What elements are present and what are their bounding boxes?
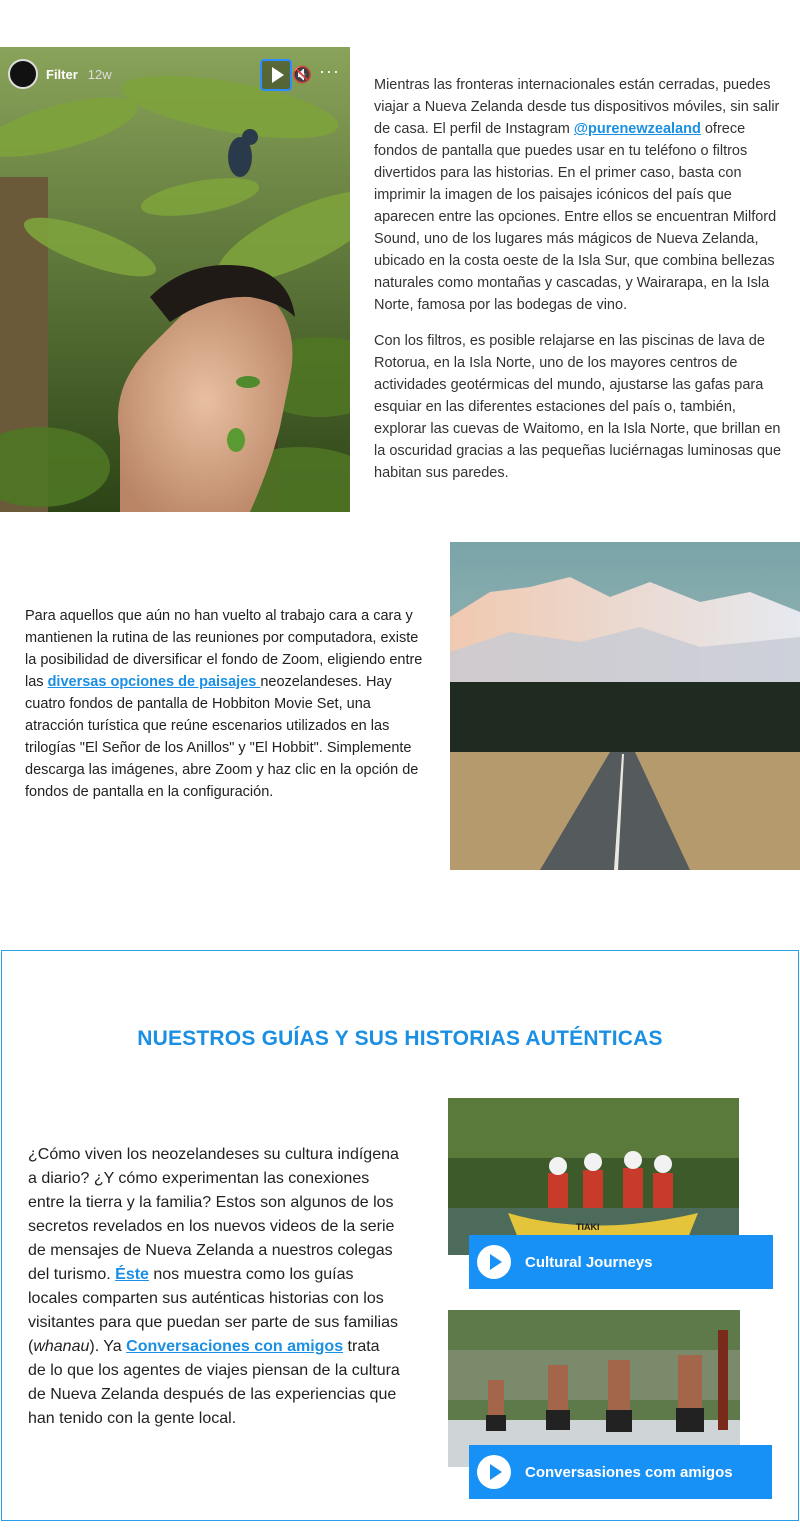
zoom-article-text [25,605,430,803]
este-link[interactable]: Éste [115,1266,149,1283]
video-label: Conversasiones com amigos [525,1463,733,1481]
conversasiones-video[interactable] [448,1310,774,1500]
instagram-article-text [374,74,784,498]
instagram-username[interactable]: Filter [46,66,78,82]
cultural-journeys-video[interactable] [448,1098,774,1290]
video-label: Cultural Journeys [525,1253,653,1271]
conversasiones-button[interactable] [469,1445,772,1499]
guides-section [1,950,799,1521]
haka-illustration [448,1310,740,1467]
section-title: NUESTROS GUÍAS Y SUS HISTORIAS AUTÉNTICAS [137,1027,663,1050]
paragraph: ¿Cómo viven los neozelandeses su cultura indígena a diario? ¿Y cómo experimentan las conexiones entre la tierra y la familia? Estos son algunos de los secretos revelados en los nuevos videos de la serie de mensajes de Nueva Zelanda a nuestros colegas del turismo. Éste nos muestra como los guías locales comparten sus auténticas historias con los visitantes para que puedan ser parte de sus familias (whanau). Ya Conversaciones con amigos trata de lo que los agentes de viajes piensan de la cultura de Nueva Zelanda después de las experiencias que han tenido con la gente local. [28,1146,400,1427]
paragraph: Mientras las fronteras internacionales están cerradas, puedes viajar a Nueva Zelanda desde tus dispositivos móviles, sin salir de casa. El perfil de Instagram @purenewzealand ofrece fondos de pantalla que puedes usar en tu teléfono o filtros divertidos para las historias. En el primer caso, basta con imprimir la imagen de los paisajes icónicos del país que aparecen entre las opciones. Entre ellos se encuentran Milford Sound, uno de los lugares más mágicos de Nueva Zelanda, ubicado en la costa oeste de la Isla Sur, que combina bellezas naturales como montañas y cascadas, y Wairarapa, en la Isla Norte, famosa por las bodegas de vino. [374,77,780,313]
play-icon[interactable] [260,59,292,91]
landscape-options-link[interactable]: diversas opciones de paisajes [47,674,261,690]
purenewzealand-link[interactable]: @purenewzealand [573,121,701,137]
more-dots-icon[interactable]: ··· [319,61,340,81]
speaker-muted-icon[interactable]: 🔇 [292,67,312,84]
mountain-road-illustration [450,542,800,870]
play-icon [477,1455,511,1489]
mountain-road-image [450,542,800,870]
instagram-post-time: 12w [87,66,112,82]
play-icon [477,1245,511,1279]
rafting-illustration [448,1098,739,1255]
svg-text:TIAKI: TIAKI [576,1222,600,1232]
forest-selfie-illustration [0,47,350,512]
rafting-thumbnail[interactable] [448,1098,739,1255]
conversaciones-link[interactable]: Conversaciones con amigos [126,1338,344,1355]
instagram-filter-image[interactable] [0,47,350,512]
instagram-avatar[interactable] [8,59,38,89]
paragraph: Para aquellos que aún no han vuelto al trabajo cara a cara y mantienen la rutina de las reuniones por computadora, existe la posibilidad de diversificar el fondo de Zoom, eligiendo entre las diversas opciones de paisajes neozelandeses. Hay cuatro fondos de pantalla de Hobbiton Movie Set, una atracción turística que reúne escenarios utilizados en las trilogías "El Señor de los Anillos" y "El Hobbit". Simplemente descarga las imágenes, abre Zoom y haz clic en la opción de fondos de pantalla en la configuración. [25,608,423,800]
haka-thumbnail[interactable] [448,1310,740,1467]
cultural-journeys-button[interactable] [469,1235,773,1289]
guides-article-text [28,1143,400,1431]
paragraph: Con los filtros, es posible relajarse en las piscinas de lava de Rotorua, en la Isla Norte, uno de los mayores centros de actividades geotérmicas del mundo, ajustarse las gafas para esquiar en las diferentes estaciones del país o, también, explorar las cuevas de Waitomo, en la Isla Norte, que brillan en la oscuridad gracias a las pequeñas luciérnagas luminosas que habitan sus paredes. [374,333,782,481]
